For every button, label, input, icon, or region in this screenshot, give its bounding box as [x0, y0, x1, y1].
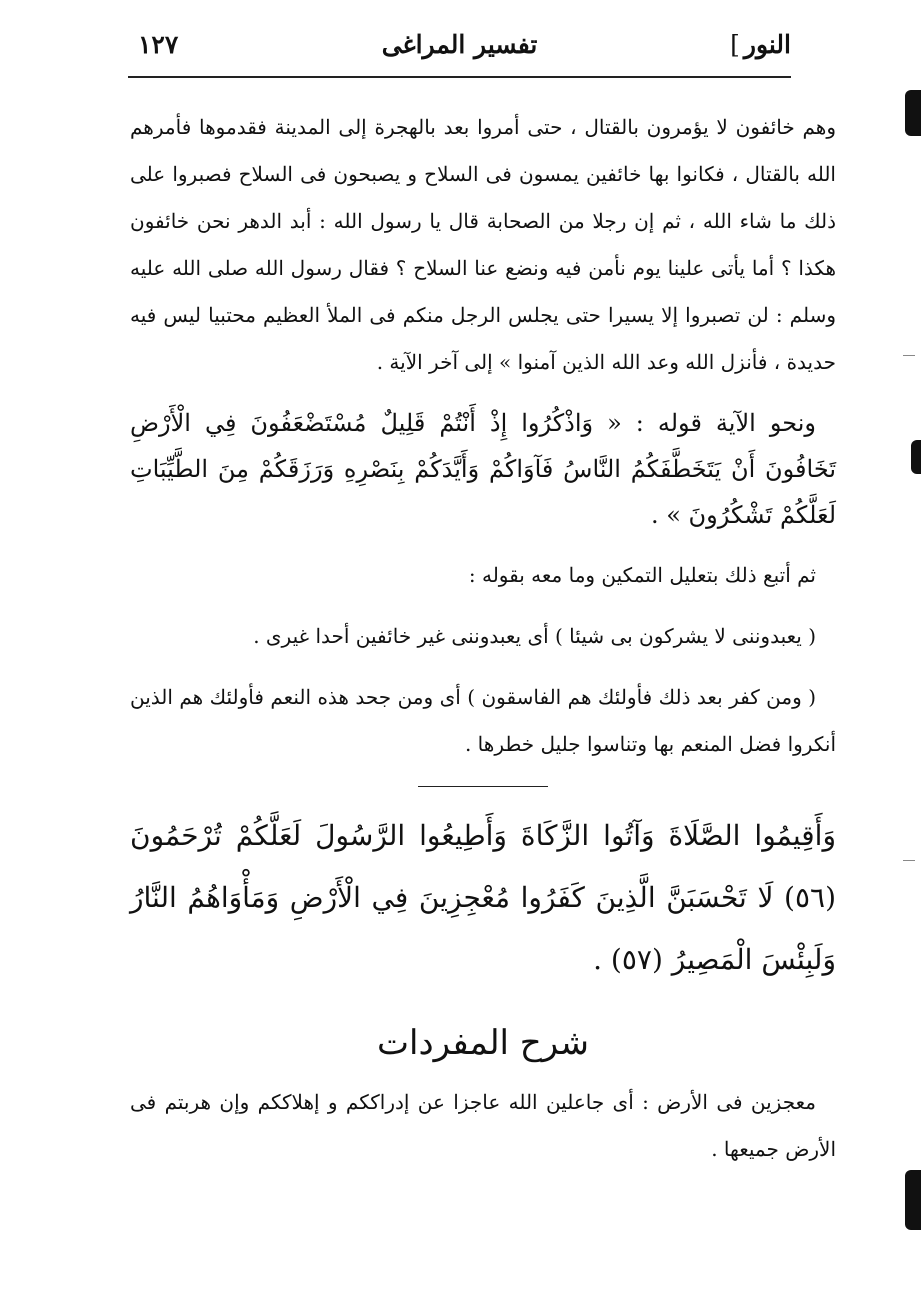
verse-block: وَأَقِيمُوا الصَّلَاةَ وَآتُوا الزَّكَاةَ وَأَطِيعُوا الرَّسُولَ لَعَلَّكُمْ تُرْحَمُونَ (٥٦) لَا تَحْسَبَنَّ الَّذِينَ كَفَرُوا مُعْجِزِينَ فِي الْأَرْضِ وَمَأْوَاهُمُ النَّارُ وَلَبِئْسَ الْمَصِيرُ (٥٧) .: [130, 819, 836, 976]
section-title: شرح المفردات: [376, 1023, 590, 1063]
section-divider: [418, 786, 548, 787]
margin-mark: [903, 355, 915, 356]
surah-label: النور: [743, 30, 791, 59]
explanation-paragraph-2: ( ومن كفر بعد ذلك فأولئك هم الفاسقون ) أى ومن جحد هذه النعم فأولئك هم الذين أنكروا فضل المنعم بها وتناسوا جليل خطرها .: [130, 685, 836, 756]
page-edge-tab: [905, 1170, 921, 1230]
explanation-paragraph-1: ( يعبدوننى لا يشركون بى شيئا ) أى يعبدوننى غير خائفين أحدا غيرى .: [253, 624, 816, 648]
vocabulary-entry: معجزين فى الأرض : أى جاعلين الله عاجزا عن إدراككم و إهلاككم وإن هربتم فى الأرض جميعها .: [130, 1090, 836, 1161]
page-edge-tab: [911, 440, 921, 474]
header-rule: [128, 76, 791, 78]
header-bracket: ]: [730, 30, 740, 59]
transition-paragraph: ثم أتبع ذلك بتعليل التمكين وما معه بقوله :: [468, 563, 816, 587]
page-header: [128, 22, 791, 72]
page-body: [130, 104, 836, 1173]
quran-citation-paragraph: ونحو الآية قوله : « وَاذْكُرُوا إِذْ أَنْتُمْ قَلِيلٌ مُسْتَضْعَفُونَ فِي الْأَرْضِ تَخَافُونَ أَنْ يَتَخَطَّفَكُمُ النَّاسُ فَآوَاكُمْ وَأَيَّدَكُمْ بِنَصْرِهِ وَرَزَقَكُمْ مِنَ الطَّيِّبَاتِ لَعَلَّكُمْ تَشْكُرُونَ » .: [130, 409, 837, 529]
page-number: ١٢٧: [138, 30, 179, 59]
page-edge-tab: [905, 90, 921, 136]
book-title: تفسير المراغى: [381, 30, 538, 59]
margin-mark: [903, 860, 915, 861]
hadith-paragraph: وهم خائفون لا يؤمرون بالقتال ، حتى أمروا بعد بالهجرة إلى المدينة فقدموها فأمرهم الله بالقتال ، فكانوا بها خائفين يمسون فى السلاح و يصبحون فى السلاح فصبروا على ذلك ما شاء الله ، ثم إن رجلا من الصحابة قال يا رسول الله : أبد الدهر نحن خائفون هكذا ؟ أما يأتى علينا يوم نأمن فيه ونضع عنا السلاح ؟ فقال رسول الله صلى الله عليه وسلم : لن تصبروا إلا يسيرا حتى يجلس الرجل منكم فى الملأ العظيم محتبيا ليس فيه حديدة ، فأنزل الله وعد الله الذين آمنوا » إلى آخر الآية .: [130, 115, 836, 374]
